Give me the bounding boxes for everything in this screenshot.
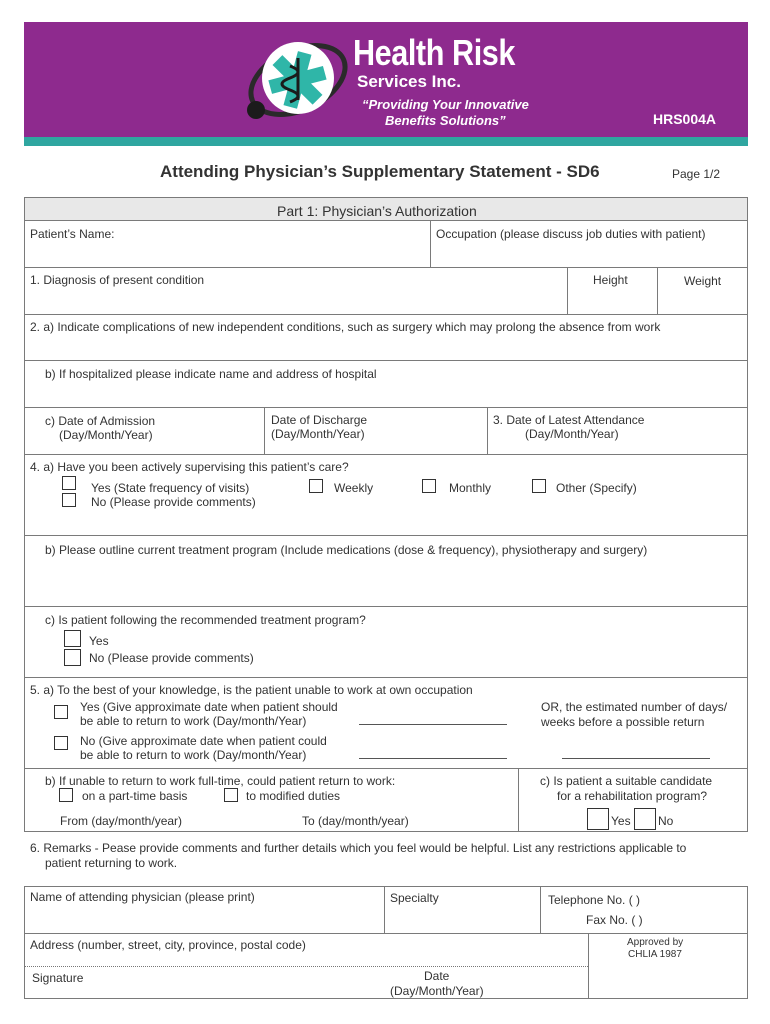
- tagline-line2: Benefits Solutions”: [385, 113, 506, 128]
- q4a-other-checkbox[interactable]: [532, 479, 546, 493]
- frame-top: [24, 197, 748, 198]
- q5a-or-line1: OR, the estimated number of days/: [541, 700, 728, 714]
- dotted-rule: [24, 966, 588, 967]
- specialty-label: Specialty: [390, 891, 439, 905]
- rule: [24, 535, 748, 536]
- rule: [24, 886, 748, 887]
- rule: [588, 933, 589, 998]
- rule: [540, 886, 541, 933]
- q6-line2: patient returning to work.: [45, 856, 178, 870]
- q2c-format: (Day/Month/Year): [59, 428, 153, 442]
- q4c-yes-checkbox[interactable]: [64, 630, 81, 647]
- q6-line1: 6. Remarks - Pease provide comments and further details which you feel would be helpful. List any restrictions applicable to: [30, 841, 687, 855]
- q5b-from-label: From (day/month/year): [60, 814, 183, 828]
- approved-line1: Approved by: [627, 937, 684, 948]
- date-format: (Day/Month/Year): [390, 984, 484, 998]
- q5a-no-line2: be able to return to work (Day/month/Year): [80, 748, 307, 762]
- rule: [264, 407, 265, 454]
- rule: [24, 407, 748, 408]
- weight-label: Weight: [684, 274, 722, 288]
- diagnosis-label: 1. Diagnosis of present condition: [30, 273, 205, 287]
- address-field[interactable]: [30, 952, 580, 966]
- q5c-no-label: No: [658, 814, 674, 828]
- rule: [24, 886, 25, 998]
- q4a-other-label: Other (Specify): [556, 481, 637, 495]
- occupation-label: Occupation (please discuss job duties with patient): [436, 227, 706, 241]
- physician-name-label: Name of attending physician (please print): [30, 890, 255, 904]
- health-risk-logo-icon: [236, 30, 356, 130]
- fax-label: Fax No. ( ): [586, 913, 643, 927]
- rule: [24, 831, 748, 832]
- q3-label: 3. Date of Latest Attendance: [493, 413, 645, 427]
- q5b-modified-checkbox[interactable]: [224, 788, 238, 802]
- q4a-yes-label: Yes (State frequency of visits): [91, 481, 250, 495]
- q5c-line1: c) Is patient a suitable candidate: [540, 774, 713, 788]
- q5c-yes-checkbox[interactable]: [587, 808, 609, 830]
- rule: [657, 267, 658, 314]
- document-title: Attending Physician’s Supplementary Statement - SD6: [160, 162, 600, 181]
- rule: [24, 314, 748, 315]
- frame-right: [747, 197, 748, 831]
- q2a-field[interactable]: [30, 336, 742, 356]
- q4a-monthly-label: Monthly: [449, 481, 492, 495]
- q5a-yes-line2: be able to return to work (Day/month/Year): [80, 714, 307, 728]
- q5a-no-date-field[interactable]: [359, 758, 507, 759]
- q5a-no-checkbox[interactable]: [54, 736, 68, 750]
- q5b-modified-label: to modified duties: [246, 789, 341, 803]
- q2b-field[interactable]: [30, 383, 742, 403]
- q2a-label: 2. a) Indicate complications of new independent conditions, such as surgery which may prolong the absence from work: [30, 320, 661, 334]
- approved-line2: CHLIA 1987: [628, 949, 682, 960]
- rule: [24, 677, 748, 678]
- rule: [24, 360, 748, 361]
- header-stripe: [24, 137, 748, 146]
- logo-title: Health Risk: [353, 32, 515, 73]
- q4c-no-label: No (Please provide comments): [89, 651, 254, 665]
- rule: [430, 220, 431, 267]
- telephone-label: Telephone No. ( ): [548, 893, 641, 907]
- signature-field[interactable]: [90, 968, 380, 994]
- logo-subtitle: Services Inc.: [357, 72, 461, 91]
- discharge-label: Date of Discharge: [271, 413, 368, 427]
- q5c-line2: for a rehabilitation program?: [557, 789, 708, 803]
- patient-name-field[interactable]: [30, 244, 425, 264]
- rule: [24, 267, 748, 268]
- q5b-to-label: To (day/month/year): [302, 814, 409, 828]
- q5b-label: b) If unable to return to work full-time, could patient return to work:: [45, 774, 396, 788]
- q5a-yes-checkbox[interactable]: [54, 705, 68, 719]
- q4a-no-label: No (Please provide comments): [91, 495, 256, 509]
- q5a-no-line1: No (Give approximate date when patient could: [80, 734, 327, 748]
- discharge-format: (Day/Month/Year): [271, 427, 365, 441]
- rule: [518, 768, 519, 831]
- height-field[interactable]: [572, 290, 652, 310]
- q4a-weekly-checkbox[interactable]: [309, 479, 323, 493]
- rule: [24, 998, 748, 999]
- q5a-or-line2: weeks before a possible return: [541, 715, 705, 729]
- q3-format: (Day/Month/Year): [525, 427, 619, 441]
- q5c-yes-label: Yes: [611, 814, 631, 828]
- rule: [567, 267, 568, 314]
- occupation-field[interactable]: [436, 244, 742, 264]
- diagnosis-field[interactable]: [30, 290, 562, 310]
- page-number: Page 1/2: [672, 167, 721, 181]
- rule: [24, 606, 748, 607]
- q4c-no-checkbox[interactable]: [64, 649, 81, 666]
- tagline-line1: “Providing Your Innovative: [362, 97, 529, 112]
- q5a-label: 5. a) To the best of your knowledge, is the patient unable to work at own occupation: [30, 683, 473, 697]
- rule: [24, 768, 748, 769]
- rule: [24, 454, 748, 455]
- form-code: HRS004A: [653, 111, 717, 127]
- rule: [747, 886, 748, 998]
- q5b-parttime-checkbox[interactable]: [59, 788, 73, 802]
- q5a-yes-date-field[interactable]: [359, 724, 507, 725]
- rule: [24, 933, 748, 934]
- signature-label: Signature: [32, 971, 84, 985]
- q4a-monthly-checkbox[interactable]: [422, 479, 436, 493]
- q4b-label: b) Please outline current treatment program (Include medications (dose & frequency), physiotherapy and surgery): [45, 543, 648, 557]
- part1-heading: Part 1: Physician’s Authorization: [277, 203, 477, 219]
- q5c-no-checkbox[interactable]: [634, 808, 656, 830]
- q4a-yes-checkbox[interactable]: [62, 476, 76, 490]
- q4c-label: c) Is patient following the recommended treatment program?: [45, 613, 366, 627]
- rule: [24, 220, 748, 221]
- q4a-weekly-label: Weekly: [334, 481, 374, 495]
- specialty-field[interactable]: [390, 906, 536, 928]
- q4a-no-checkbox[interactable]: [62, 493, 76, 507]
- height-label: Height: [593, 273, 628, 287]
- q5a-yes-line1: Yes (Give approximate date when patient should: [80, 700, 338, 714]
- q2c-label: c) Date of Admission: [45, 414, 156, 428]
- address-label: Address (number, street, city, province, postal code): [30, 938, 306, 952]
- q2b-label: b) If hospitalized please indicate name and address of hospital: [45, 367, 377, 381]
- patient-name-label: Patient’s Name:: [30, 227, 115, 241]
- physician-name-field[interactable]: [30, 906, 380, 928]
- q4b-field[interactable]: [30, 560, 742, 600]
- weight-field[interactable]: [662, 290, 742, 310]
- q4c-yes-label: Yes: [89, 634, 109, 648]
- q4a-label: 4. a) Have you been actively supervising this patient’s care?: [30, 460, 349, 474]
- q5b-parttime-label: on a part-time basis: [82, 789, 188, 803]
- date-label: Date: [424, 969, 450, 983]
- frame-left: [24, 197, 25, 831]
- rule: [487, 407, 488, 454]
- rule: [384, 886, 385, 933]
- q5a-days-weeks-field[interactable]: [562, 758, 710, 759]
